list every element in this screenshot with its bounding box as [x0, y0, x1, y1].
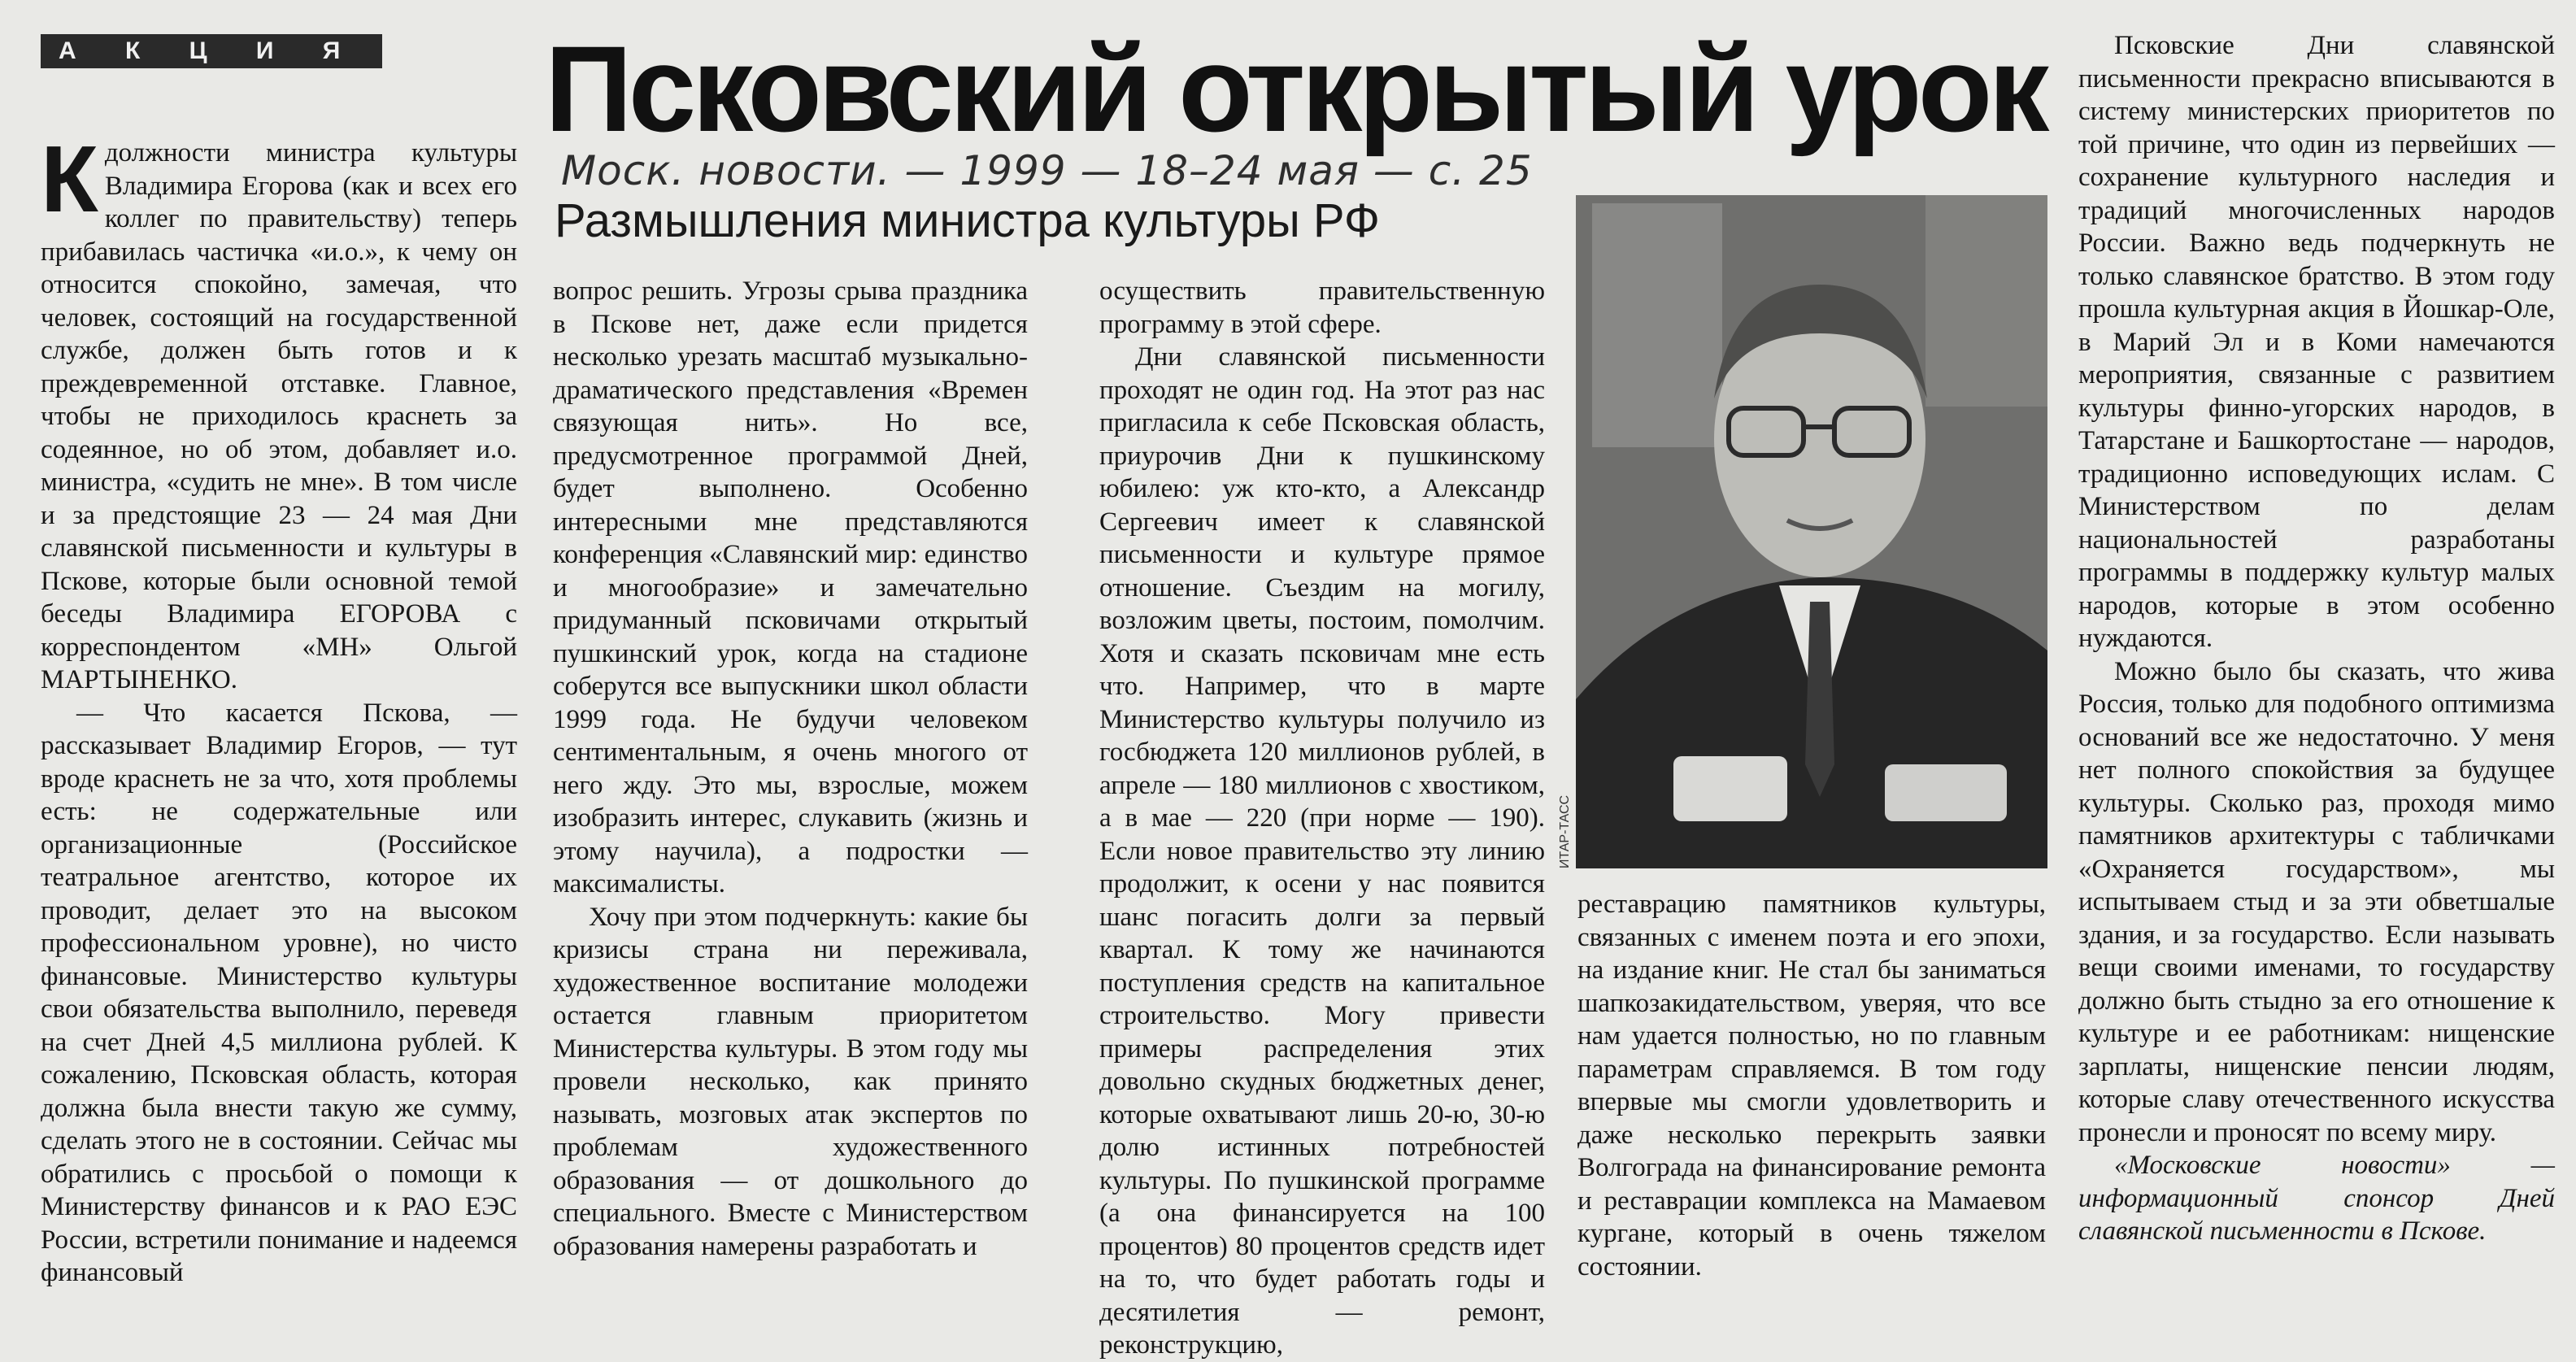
portrait-photo — [1576, 195, 2047, 868]
photo-credit: ИТАР-ТАСС — [1558, 794, 1572, 868]
paragraph: Псковские Дни славянской письменности прекрасно вписываются в систему министерских приоритетов по той причине, что один из первейших — сохранение культурного наследия и традиций многочисленных народов России. Важно ведь подчеркнуть не только славянское братство. В этом году прошла культурная акция в Йошкар-Оле, в Марий Эл и в Коми намечаются мероприятия, связанные с развитием культуры финно-угорских народов, в Татарстане и Башкортостане — народов, традиционно исповедующих ислам. С Министерством по делам национальностей разработаны программы в поддержку культур малых народов, которые в этом особенно нуждаются. — [2078, 31, 2555, 653]
paragraph: — Что касается Пскова, — рассказывает Владимир Егоров, — тут вроде краснеть не за что, хотя проблемы есть: не содержательные или организационные (Российское театральное агентство, которое их проводит, делает это на высоком профессиональном уровне), но чисто финансовые. Министерство культуры свои обязательства выполнило, переведя на счет Дней 4,5 миллиона рублей. К сожалению, Псковская область, которая должна была внести такую же сумму, сделать этого не в состоянии. Сейчас мы обратились с просьбой о помощи к Министерству финансов и к РАО ЕЭС России, встретили понимание и надеемся финансовый — [41, 698, 517, 1287]
handwritten-source-note: Моск. новости. — 1999 — 18–24 мая — с. 25 — [561, 147, 1533, 194]
article-column-1 — [41, 126, 517, 1299]
lead-text: должности министра культуры Владимира Егорова (как и всех его коллег по правительству) теперь прибавилась частичка «и.о.», к чему он относится спокойно, замечая, что человек, состоящий на государственной службе, должен быть готов и к преждевременной отставке. Главное, чтобы не приходилось краснеть за содеянное, но об этом, добавляет и.о. министра, «судить не мне». В том числе и за предстоящие 23 — 24 мая Дни славянской письменности и культуры в Пскове, которые были основной темой беседы Владимира ЕГОРОВА с корреспондентом «МН» Ольгой МАРТЫНЕНКО. — [41, 138, 517, 694]
headline: Псковский открытый урок — [545, 20, 2046, 157]
article-column-3 — [1099, 275, 1545, 1360]
sponsor-note — [2078, 1149, 2555, 1248]
portrait-icon — [1576, 195, 2047, 868]
paragraph: осуществить правительственную программу в этой сфере. — [1099, 276, 1545, 339]
sponsor-name: «Московские новости» — [2114, 1151, 2451, 1180]
lead-paragraph — [41, 126, 517, 697]
rubric-label: А К Ц И Я — [41, 34, 382, 68]
paragraph: вопрос решить. Угрозы срыва праздника в Пскове нет, даже если придется несколько урезать масштаб музыкально-драматического представления «Времен связующая нить». Но все, предусмотренное программой Дней, будет выполнено. Особенно интересными мне представляются конференция «Славянский мир: единство и многообразие» и замечательно придуманный псковичами открытый пушкинский урок, когда на стадионе соберутся все выпускники школ области 1999 года. Не будучи человеком сентиментальным, я очень многого от него жду. Это мы, взрослые, можем изобразить интерес, слукавить (жизнь и этому научила), а подростки — максималисты. — [553, 276, 1028, 899]
paragraph: реставрацию памятников культуры, связанных с именем поэта и его эпохи, на издание книг. Не стал бы заниматься шапкозакидательством, уверяя, что все нам удается полностью, но по главным параметрам справляемся. В том году впервые мы смогли удовлетворить и даже несколько перекрыть заявки Волгограда на финансирование ремонта и реставрации комплекса на Мамаевом кургане, который в очень тяжелом состоянии. — [1577, 890, 2046, 1281]
paragraph: Хочу при этом подчеркнуть: какие бы кризисы страна ни переживала, художественное воспитание молодежи остается главным приоритетом Министерства культуры. В этом году мы провели несколько, как принято называть, мозговых атак экспертов по проблемам художественного образования — от дошкольного до специального. Вместе с Министерством образования намерены разработать и — [553, 902, 1028, 1261]
article-column-2 — [553, 275, 1028, 1299]
sponsor-text: — информационный спонсор Дней славянской письменности в Пскове. — [2078, 1151, 2555, 1246]
drop-cap: К — [41, 126, 98, 232]
article-column-4 — [1577, 888, 2046, 1295]
paragraph: Можно было бы сказать, что жива Россия, только для подобного оптимизма оснований все же недостаточно. У меня нет полного спокойствия за будущее культуры. Сколько раз, проходя мимо памятников архитектуры с табличками «Охраняется государством», мы испытываем стыд и за эти обветшалые здания, и за государство. Если называть вещи своими именами, то государству должно быть стыдно за его отношение к культуре и ее работникам: нищенские зарплаты, нищенские пенсии людям, которые славу отечественного искусства пронесли и проносят по всему миру. — [2078, 656, 2555, 1147]
article-column-5 — [2078, 29, 2555, 1298]
paragraph: Дни славянской письменности проходят не один год. На этот раз нас пригласила к себе Псковская область, приурочив Дни к пушкинскому юбилею: уж кто-кто, а Александр Сергеевич имеет к славянской письменности и культуре прямое отношение. Съездим на могилу, возложим цветы, постоим, помолчим. Хотя и сказать псковичам мне есть что. Например, что в марте Министерство культуры получило из госбюджета 120 миллионов рублей, в апреле — 180 миллионов с хвостиком, а в мае — 220 (при норме — 190). Если новое правительство эту линию продолжит, к осени у нас появится шанс погасить долги за первый квартал. К тому же начинаются поступления средств на капитальное строительство. Могу привести примеры распределения этих довольно скудных бюджетных денег, которые охватывают лишь 20-ю, 30-ю долю истинных потребностей культуры. По пушкинской программе (а она финансируется на 100 процентов) 80 процентов средств идет на то, что будет работать годы и десятилетия — ремонт, реконструкцию, — [1099, 342, 1545, 1360]
subheadline: Размышления министра культуры РФ — [555, 194, 1381, 247]
